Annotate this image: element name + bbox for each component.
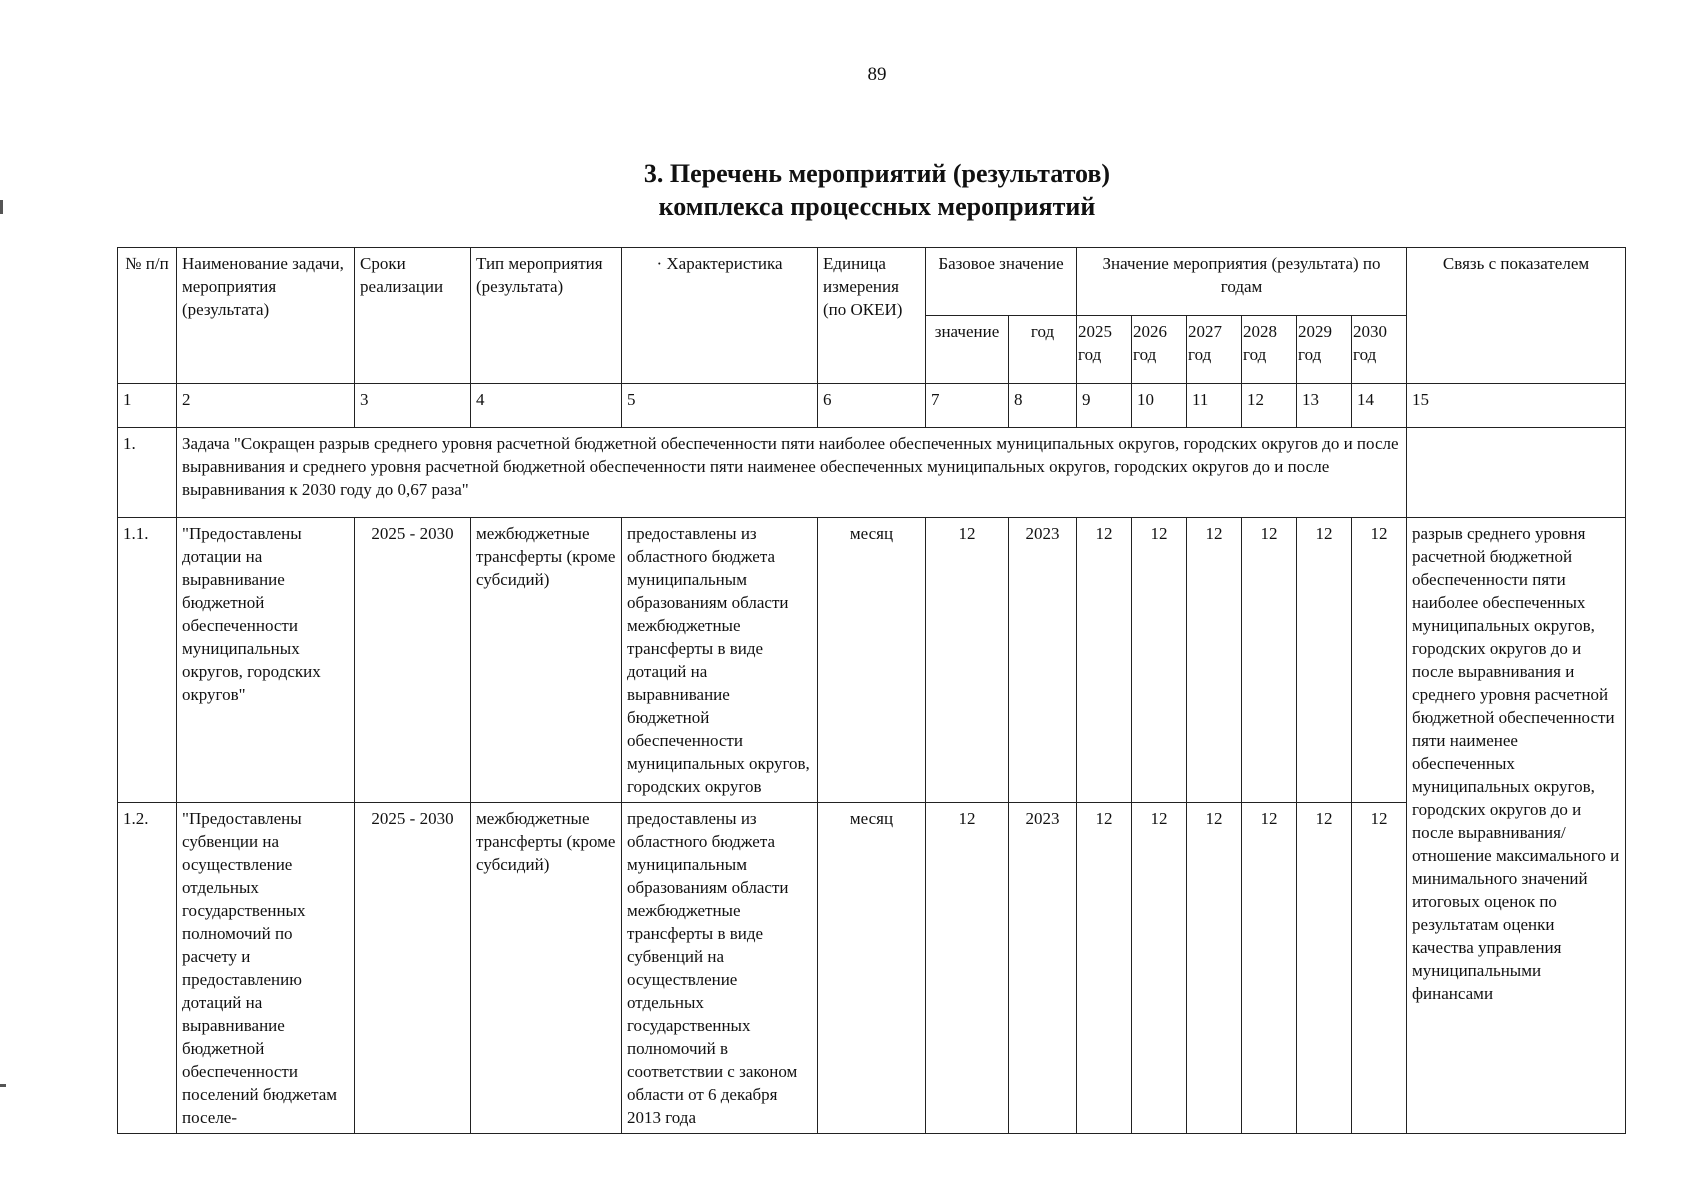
row-num: 1.1.	[118, 518, 177, 803]
row-base-year: 2023	[1009, 803, 1077, 1134]
column-number: 5	[622, 384, 818, 428]
title-line-1: 3. Перечень мероприятий (результатов)	[643, 159, 1111, 188]
header-name: Наименование задачи, мероприятия (результата)	[177, 248, 355, 384]
header-year: 2025 год	[1077, 316, 1132, 384]
header-num: № п/п	[118, 248, 177, 384]
task-text: Задача "Сокращен разрыв среднего уровня расчетной бюджетной обеспеченности пяти наиболее обеспеченных муниципальных округов, городских округов до и после выравнивания и среднего уровня расчетной бюджетной обеспеченности пяти наименее обеспеченных муниципальных округов, городских округов до и после выравнивания к 2030 году до 0,67 раза"	[177, 428, 1407, 518]
column-number: 13	[1297, 384, 1352, 428]
header-year: 2027 год	[1187, 316, 1242, 384]
page-title	[0, 157, 1697, 223]
row-name: "Предоставлены дотации на выравнивание бюджетной обеспеченности муниципальных округов, городских округов"	[177, 518, 355, 803]
page-number: 89	[867, 64, 887, 85]
row-year-value: 12	[1132, 803, 1187, 1134]
column-number: 7	[926, 384, 1009, 428]
row-terms: 2025 - 2030	[355, 518, 471, 803]
row-year-value: 12	[1352, 518, 1407, 803]
column-number: 8	[1009, 384, 1077, 428]
table-row	[118, 803, 1626, 1134]
header-year: 2030 год	[1352, 316, 1407, 384]
task-link-empty	[1407, 428, 1626, 518]
column-number: 12	[1242, 384, 1297, 428]
row-year-value: 12	[1297, 518, 1352, 803]
column-number: 1	[118, 384, 177, 428]
column-number: 4	[471, 384, 622, 428]
row-type: межбюджетные трансферты (кроме субсидий)	[471, 518, 622, 803]
column-number: 2	[177, 384, 355, 428]
row-year-value: 12	[1187, 518, 1242, 803]
header-base-value: значение	[926, 316, 1009, 384]
task-num: 1.	[118, 428, 177, 518]
row-year-value: 12	[1077, 803, 1132, 1134]
header-year: 2029 год	[1297, 316, 1352, 384]
column-number: 15	[1407, 384, 1626, 428]
column-number: 11	[1187, 384, 1242, 428]
row-base-value: 12	[926, 518, 1009, 803]
row-characteristic: предоставлены из областного бюджета муниципальным образованиям области межбюджетные трансферты в виде дотаций на выравнивание бюджетной обеспеченности муниципальных округов, городских округов	[622, 518, 818, 803]
row-unit: месяц	[818, 803, 926, 1134]
title-line-2: комплекса процессных мероприятий	[658, 192, 1096, 221]
column-number: 14	[1352, 384, 1407, 428]
row-base-year: 2023	[1009, 518, 1077, 803]
column-number: 10	[1132, 384, 1187, 428]
row-unit: месяц	[818, 518, 926, 803]
header-characteristic: · Характеристика	[622, 248, 818, 384]
row-year-value: 12	[1297, 803, 1352, 1134]
row-terms: 2025 - 2030	[355, 803, 471, 1134]
column-number: 9	[1077, 384, 1132, 428]
column-number: 3	[355, 384, 471, 428]
header-link: Связь с показателем	[1407, 248, 1626, 384]
header-year: 2026 год	[1132, 316, 1187, 384]
row-type: межбюджетные трансферты (кроме субсидий)	[471, 803, 622, 1134]
table-row	[118, 518, 1626, 803]
row-characteristic: предоставлены из областного бюджета муниципальным образованиям области межбюджетные трансферты в виде субвенций на осуществление отдельных государственных полномочий в соответствии с законом области от 6 декабря 2013 года	[622, 803, 818, 1134]
row-base-value: 12	[926, 803, 1009, 1134]
row-year-value: 12	[1132, 518, 1187, 803]
row-year-value: 12	[1352, 803, 1407, 1134]
row-year-value: 12	[1242, 518, 1297, 803]
header-base: Базовое значение	[926, 248, 1077, 316]
row-year-value: 12	[1077, 518, 1132, 803]
column-number: 6	[818, 384, 926, 428]
row-year-value: 12	[1242, 803, 1297, 1134]
header-base-year: год	[1009, 316, 1077, 384]
measures-table	[117, 247, 1626, 1134]
header-values-by-year: Значение мероприятия (результата) по годам	[1077, 248, 1407, 316]
scan-mark	[0, 1084, 6, 1087]
row-num: 1.2.	[118, 803, 177, 1134]
row-name: "Предоставлены субвенции на осуществление отдельных государственных полномочий по расчету и предоставлению дотаций на выравнивание бюджетной обеспеченности поселений бюджетам поселе-	[177, 803, 355, 1134]
row-link: разрыв среднего уровня расчетной бюджетной обеспеченности пяти наиболее обеспеченных муниципальных округов, городских округов до и после выравнивания и среднего уровня расчетной бюджетной обеспеченности пяти наименее обеспеченных муниципальных округов, городских округов до и после выравнивания/отношение максимального и минимального значений итоговых оценок по результатам оценки качества управления муниципальными финансами	[1407, 518, 1626, 1134]
header-type: Тип мероприятия (результата)	[471, 248, 622, 384]
header-year: 2028 год	[1242, 316, 1297, 384]
header-terms: Сроки реализации	[355, 248, 471, 384]
scan-mark	[0, 200, 3, 214]
row-year-value: 12	[1187, 803, 1242, 1134]
header-unit: Единица измерения (по ОКЕИ)	[818, 248, 926, 384]
